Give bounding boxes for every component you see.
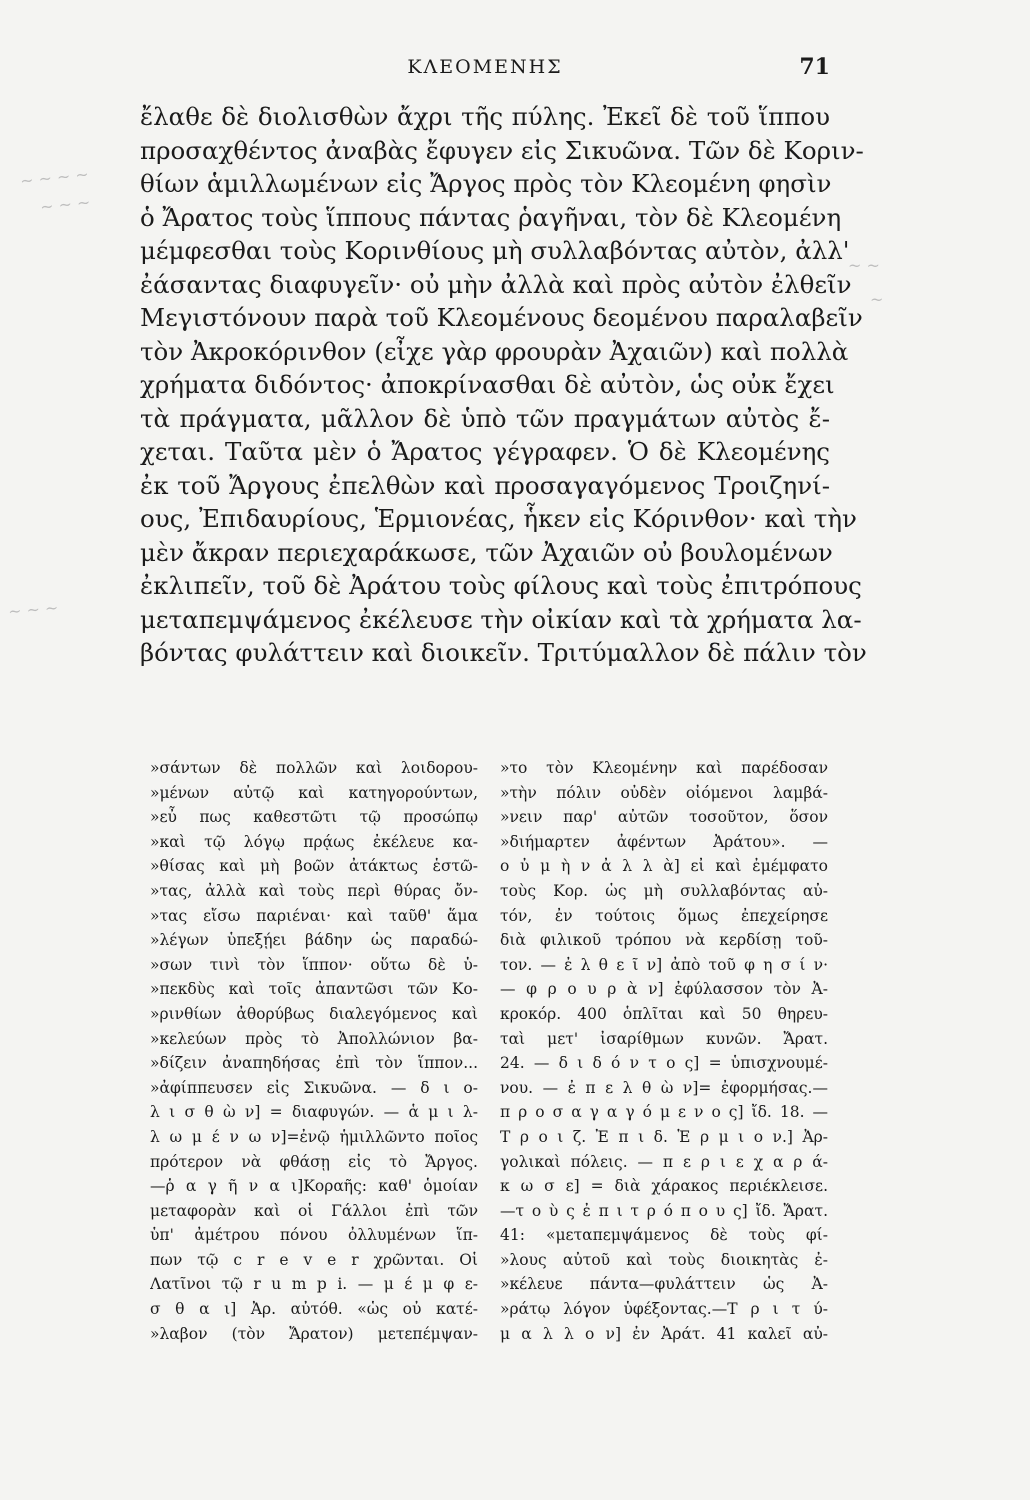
note-line: »πεκδὺς καὶ τοῖς ἀπαντῶσι τῶν Κο- xyxy=(150,980,478,999)
text-line: τὰ πράγματα, μᾶλλον δὲ ὑπὸ τῶν πραγμάτων αὐτὸς ἔ- xyxy=(140,403,830,433)
page-number: 71 xyxy=(799,54,830,80)
note-line: π ρ ο σ α γ α γ ό μ ε ν ο ς] ἴδ. 18. — xyxy=(500,1103,828,1122)
note-line: κροκόρ. 400 ὁπλῖται καὶ 50 θηρευ- xyxy=(500,1004,828,1023)
margin-pencil-note: ~ ~ ~ xyxy=(7,597,60,622)
note-line: 24. — δ ι δ ό ν τ ο ς] = ὑπισχνουμέ- xyxy=(500,1054,828,1073)
note-line: λ ι σ θ ὼ ν] = διαφυγών. — ἁ μ ι λ- xyxy=(150,1103,478,1122)
note-line: »κελεύων πρὸς τὸ Ἀπολλώνιον βα- xyxy=(150,1029,478,1048)
text-line: χρήματα διδόντος· ἀποκρίνασθαι δὲ αὐτὸν, ὡς οὐκ ἔχει xyxy=(140,370,835,399)
note-line: »ρινθίων ἀθορύβως διαλεγόμενος καὶ xyxy=(150,1004,478,1023)
note-line: »κέλευε πάντα—φυλάττειν ὡς Ἀ- xyxy=(500,1275,828,1294)
note-line: »καὶ τῷ λόγῳ πρᾴως ἐκέλευε κα- xyxy=(150,832,478,851)
main-text-block xyxy=(140,100,867,670)
note-line: Λατῖνοι τῷ r u m p i. — μ έ μ φ ε- xyxy=(150,1275,478,1294)
note-line: »τὴν πόλιν οὐδὲν οἰόμενοι λαμβά- xyxy=(500,783,828,802)
note-line: »νειν παρ' αὐτῶν τοσοῦτον, ὅσον xyxy=(500,808,828,827)
text-line: ὁ Ἄρατος τοὺς ἵππους πάντας ῥαγῆναι, τὸν δὲ Κλεομένη xyxy=(140,202,842,232)
running-head: ΚΛΕΟΜΕΝΗΣ xyxy=(407,56,563,78)
note-line: πρότερον νὰ φθάσῃ εἰς τὸ Ἄργος. xyxy=(150,1152,478,1171)
note-line: »δίζειν ἀναπηδήσας ἐπὶ τὸν ἵππον... xyxy=(150,1054,478,1073)
note-line: μεταφορὰν καὶ οἱ Γάλλοι ἐπὶ τῶν xyxy=(150,1201,478,1220)
note-line: πων τῷ c r e v e r χρῶνται. Οἱ xyxy=(150,1250,478,1269)
note-line: —τ ο ὺ ς ἐ π ι τ ρ ό π ο υ ς] ἴδ. Ἄρατ. xyxy=(500,1201,828,1220)
note-line: τόν, ἐν τούτοις ὅμως ἐπεχείρησε xyxy=(500,906,828,925)
note-line: »τας εἴσω παριέναι· καὶ ταῦθ' ἅμα xyxy=(150,906,478,925)
footnotes-left-column xyxy=(150,756,478,1346)
note-line: μ α λ λ ο ν] ἐν Ἀράτ. 41 καλεῖ αὐ- xyxy=(500,1324,828,1343)
text-line: μεταπεμψάμενος ἐκέλευσε τὴν οἰκίαν καὶ τὰ χρήματα λα- xyxy=(140,604,862,634)
note-line: — φ ρ ο υ ρ ὰ ν] ἐφύλασσον τὸν Ἀ- xyxy=(500,980,828,999)
note-line: »ράτῳ λόγον ὑφέξοντας.—Τ ρ ι τ ύ- xyxy=(500,1300,828,1319)
note-line: ο ὐ μ ὴ ν ἀ λ λ ὰ] εἰ καὶ ἐμέμφατο xyxy=(500,857,828,876)
note-line: »τας, ἀλλὰ καὶ τοὺς περὶ θύρας ὄν- xyxy=(150,881,478,900)
footnotes-right-column xyxy=(500,756,828,1346)
note-line: νου. — ἐ π ε λ θ ὼ ν]= ἐφορμήσας.— xyxy=(500,1078,828,1097)
margin-pencil-note: ~ ~ xyxy=(848,256,880,275)
note-line: κ ω σ ε] = διὰ χάρακος περιέκλεισε. xyxy=(500,1177,828,1196)
margin-pencil-note: ~ ~ ~ ~ xyxy=(19,164,90,191)
note-line: »σων τινὶ τὸν ἵππον· οὕτω δὲ ὑ- xyxy=(150,955,478,974)
text-line: προσαχθέντος ἀναβὰς ἔφυγεν εἰς Σικυῶνα. Τῶν δὲ Κοριν- xyxy=(140,135,864,165)
note-line: τον. — ἐ λ θ ε ῖ ν] ἀπὸ τοῦ φ η σ ί ν· xyxy=(500,955,828,974)
text-line: μέμφεσθαι τοὺς Κορινθίους μὴ συλλαβόντας αὐτὸν, ἀλλ' xyxy=(140,236,850,265)
note-line: σ θ α ι] Ἀρ. αὐτόθ. «ὡς οὐ κατέ- xyxy=(150,1300,478,1319)
text-line: χεται. Ταῦτα μὲν ὁ Ἄρατος γέγραφεν. Ὁ δὲ Κλεομένης xyxy=(140,437,830,466)
text-line: ους, Ἐπιδαυρίους, Ἑρμιονέας, ἧκεν εἰς Κόρινθον· καὶ τὴν xyxy=(140,504,857,533)
note-line: »λους αὐτοῦ καὶ τοὺς διοικητὰς ἐ- xyxy=(500,1250,828,1269)
note-line: —ῥ α γ ῆ ν α ι]Κοραῆς: καθ' ὁμοίαν xyxy=(150,1177,478,1196)
note-line: »το τὸν Κλεομένην καὶ παρέδοσαν xyxy=(500,759,828,777)
note-line: διὰ φιλικοῦ τρόπου νὰ κερδίσῃ τοῦ- xyxy=(500,931,828,950)
note-line: λ ω μ έ ν ω ν]=ἐνῷ ἡμιλλῶντο ποῖος xyxy=(150,1127,478,1146)
margin-pencil-note: ~ xyxy=(870,290,884,309)
note-line: »σάντων δὲ πολλῶν καὶ λοιδορου- xyxy=(150,759,478,777)
note-line: »εὖ πως καθεστῶτι τῷ προσώπῳ xyxy=(150,808,478,827)
text-line: ἐάσαντας διαφυγεῖν· οὐ μὴν ἀλλὰ καὶ πρὸς αὐτὸν ἐλθεῖν xyxy=(140,269,852,299)
text-line: μὲν ἄκραν περιεχαράκωσε, τῶν Ἀχαιῶν οὐ βουλομένων xyxy=(140,537,833,567)
note-line: »θίσας καὶ μὴ βοῶν ἀτάκτως ἑστῶ- xyxy=(150,857,478,876)
text-line: βόντας φυλάττειν καὶ διοικεῖν. Τριτύμαλλον δὲ πάλιν τὸν xyxy=(140,638,867,667)
text-line: ἐκλιπεῖν, τοῦ δὲ Ἀράτου τοὺς φίλους καὶ τοὺς ἐπιτρόπους xyxy=(140,571,862,600)
note-line: ὑπ' ἀμέτρου πόνου ὀλλυμένων ἵπ- xyxy=(150,1226,478,1245)
text-line: Μεγιστόνουν παρὰ τοῦ Κλεομένους δεομένου παραλαβεῖν xyxy=(140,303,863,332)
text-line: ἐκ τοῦ Ἄργους ἐπελθὼν καὶ προσαγαγόμενος Τροιζηνί- xyxy=(140,470,830,500)
footnotes xyxy=(150,756,830,1343)
note-line: »λέγων ὑπεξῄει βάδην ὡς παραδώ- xyxy=(150,931,478,950)
note-line: 41: «μεταπεμψάμενος δὲ τοὺς φί- xyxy=(500,1226,828,1245)
text-line: θίων ἁμιλλωμένων εἰς Ἄργος πρὸς τὸν Κλεομένη φησὶν xyxy=(140,169,832,198)
note-line: τοὺς Κορ. ὡς μὴ συλλαβόντας αὐ- xyxy=(500,881,828,900)
note-line: »λαβον (τὸν Ἄρατον) μετεπέμψαν- xyxy=(150,1324,478,1343)
note-line: »διήμαρτεν ἀφέντων Ἀράτου». — xyxy=(500,832,828,851)
margin-pencil-note: ~ ~ ~ xyxy=(39,192,92,217)
note-line: Τ ρ ο ι ζ. Ἐ π ι δ. Ἑ ρ μ ι ο ν.] Ἀρ- xyxy=(500,1127,828,1146)
note-line: γολικαὶ πόλεις. — π ε ρ ι ε χ α ρ ά- xyxy=(500,1152,828,1171)
note-line: ταὶ μετ' ἰσαρίθμων κυνῶν. Ἄρατ. xyxy=(500,1029,828,1048)
text-line: ἔλαθε δὲ διολισθὼν ἄχρι τῆς πύλης. Ἐκεῖ δὲ τοῦ ἵππου xyxy=(140,102,830,131)
page-header xyxy=(140,56,830,92)
note-line: »ἀφίππευσεν εἰς Σικυῶνα. — δ ι ο- xyxy=(150,1078,478,1097)
note-line: »μένων αὐτῷ καὶ κατηγορούντων, xyxy=(150,783,478,802)
text-line: τὸν Ἀκροκόρινθον (εἶχε γὰρ φρουρὰν Ἀχαιῶν) καὶ πολλὰ xyxy=(140,336,849,366)
